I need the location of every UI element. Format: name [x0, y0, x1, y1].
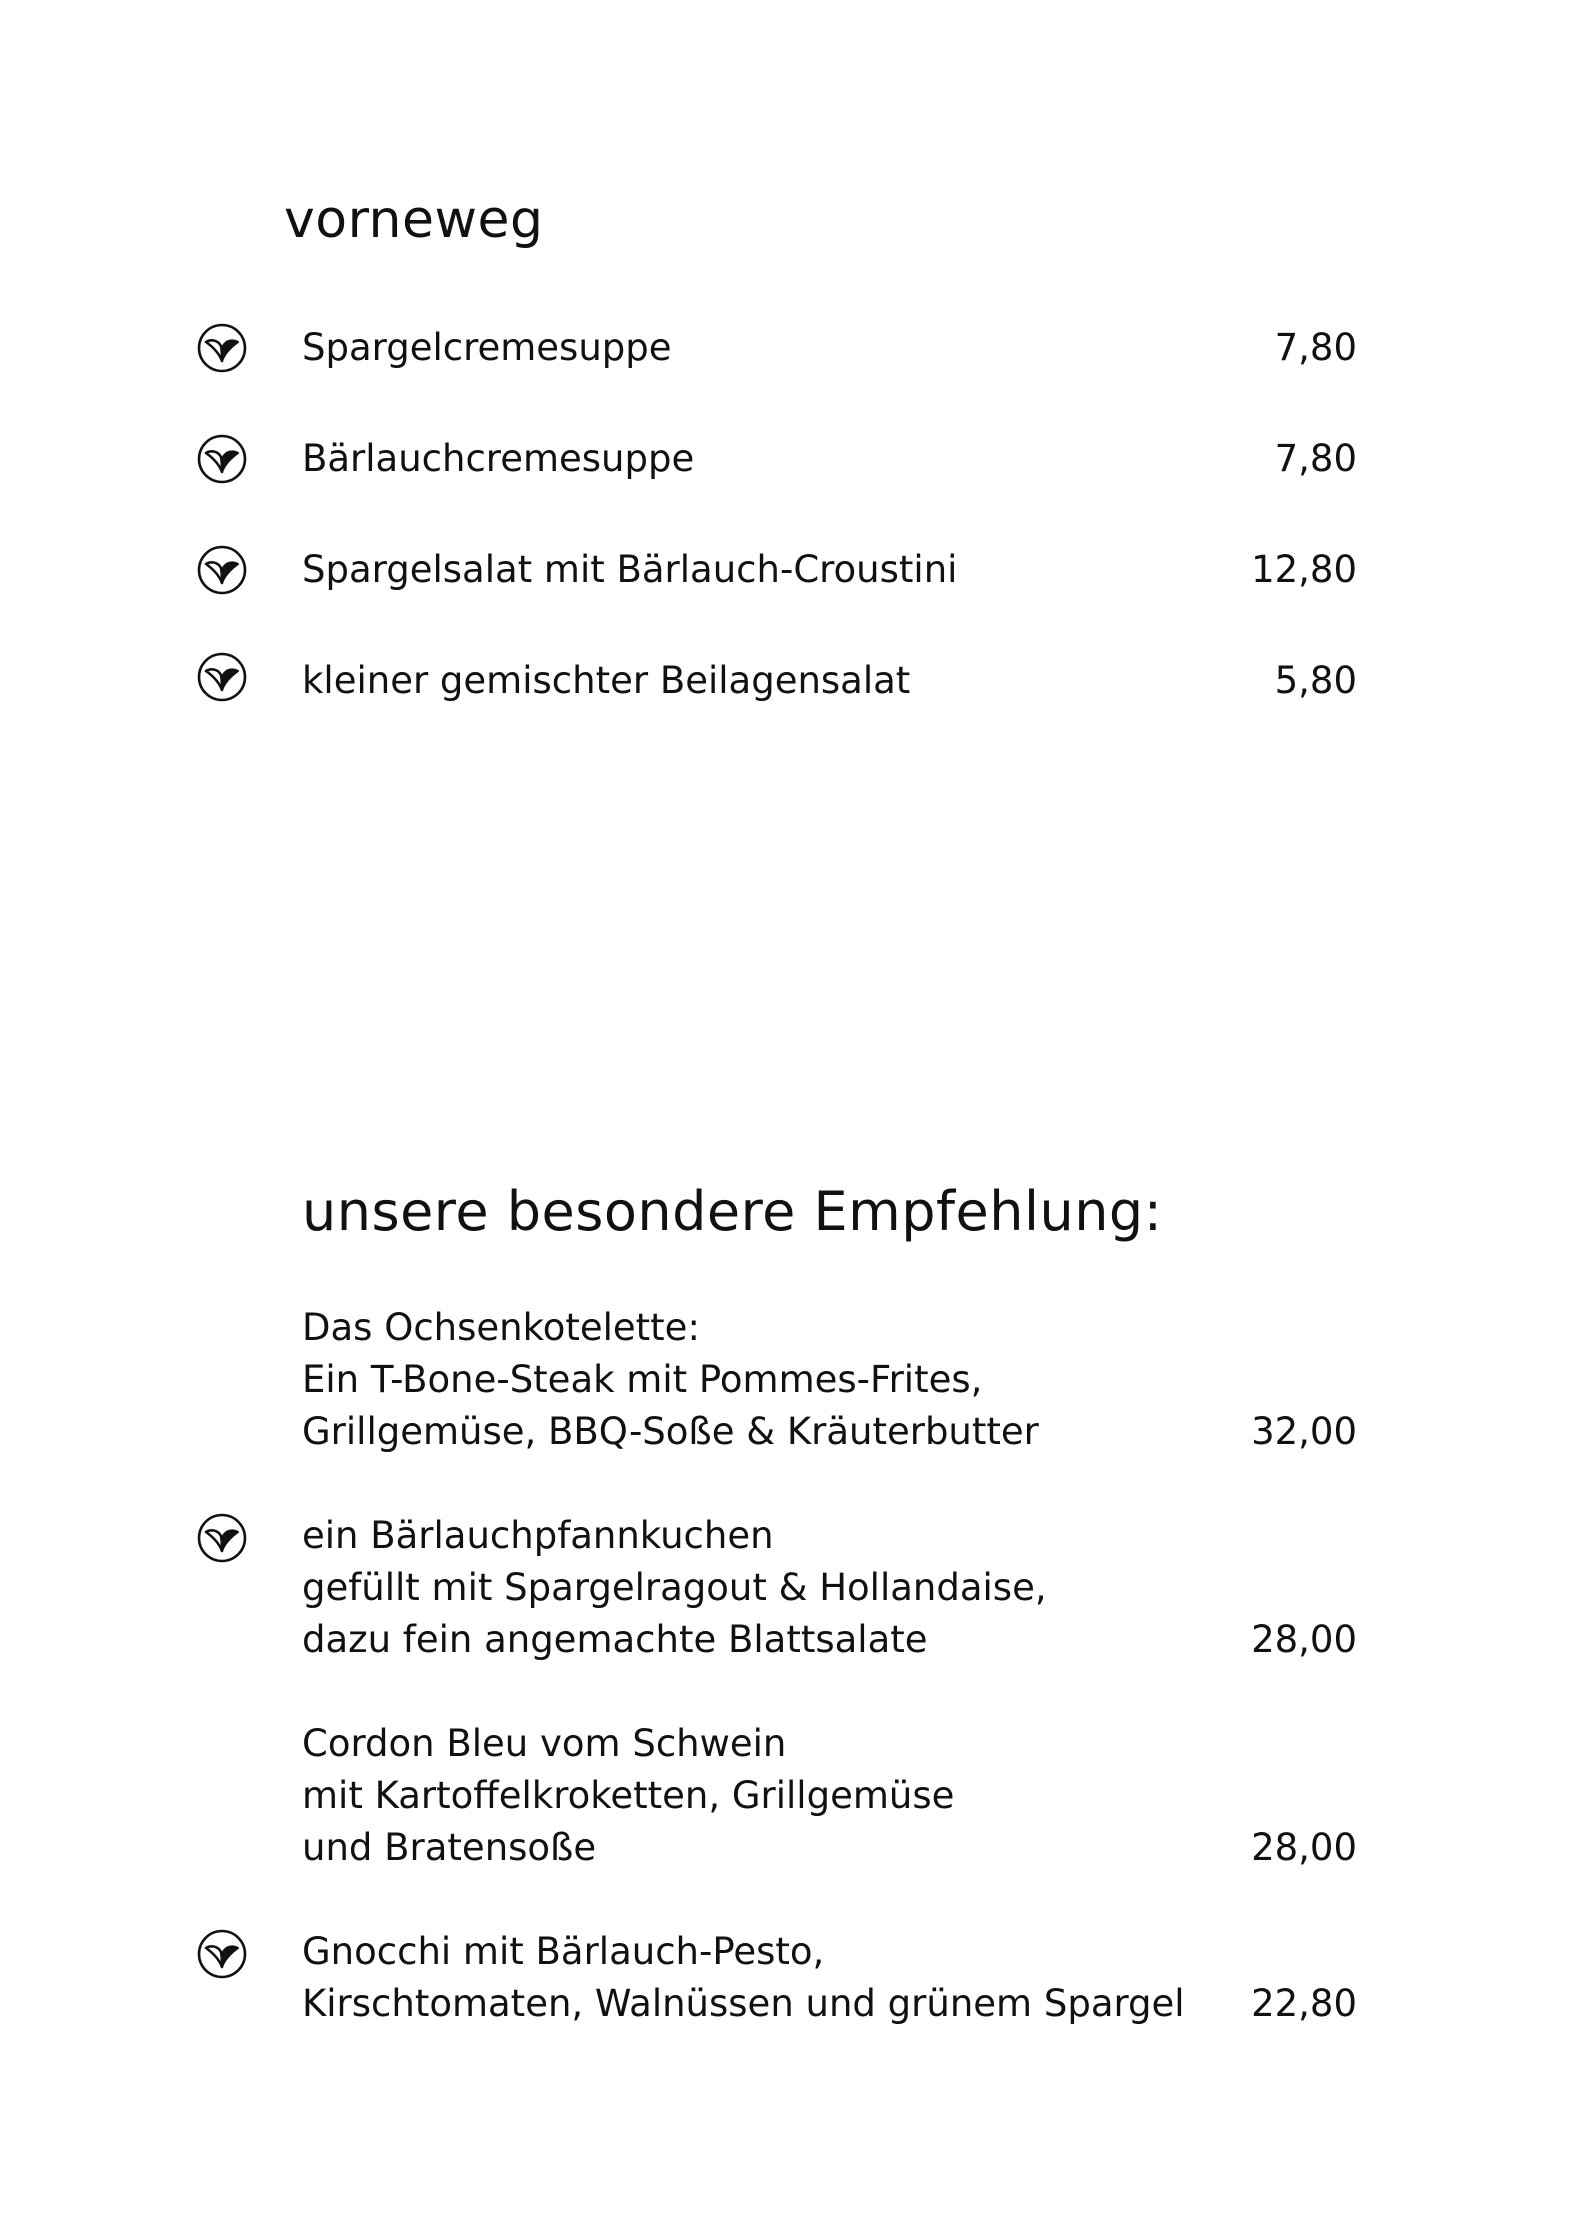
vegetarian-leaf-icon: [196, 322, 248, 374]
vegetarian-leaf-icon: [196, 544, 248, 596]
section-heading-empfehlung: unsere besondere Empfehlung:: [302, 1180, 1163, 1243]
menu-item-line: Bärlauchcremesuppe: [302, 437, 695, 480]
menu-item-line: Spargelcremesuppe: [302, 326, 672, 369]
vegetarian-leaf-icon: [196, 1928, 248, 1980]
menu-item-line: Cordon Bleu vom Schwein: [302, 1722, 787, 1765]
vegetarian-leaf-icon: [196, 1512, 248, 1564]
menu-item-description: [302, 1510, 1222, 1666]
menu-item-description: [302, 433, 1222, 485]
menu-item-line: gefüllt mit Spargelragout & Hollandaise,: [302, 1566, 1047, 1609]
menu-item-price: 28,00: [1251, 1826, 1357, 1869]
menu-item-description: [302, 1926, 1222, 2030]
menu-item-price: 22,80: [1251, 1982, 1357, 2025]
vegetarian-leaf-icon: [196, 433, 248, 485]
menu-item-description: [302, 1302, 1222, 1458]
menu-item-line: kleiner gemischter Beilagensalat: [302, 659, 911, 702]
menu-item-line: und Bratensoße: [302, 1826, 597, 1869]
menu-item-description: [302, 322, 1222, 374]
section-heading-vorneweg: vorneweg: [284, 190, 544, 250]
menu-item-price: 28,00: [1251, 1618, 1357, 1661]
menu-item-description: [302, 544, 1222, 596]
menu-item-price: 7,80: [1274, 437, 1357, 480]
menu-item-price: 32,00: [1251, 1410, 1357, 1453]
menu-item-price: 7,80: [1274, 326, 1357, 369]
menu-item-line: Gnocchi mit Bärlauch-Pesto,: [302, 1930, 825, 1973]
menu-item-line: dazu fein angemachte Blattsalate: [302, 1618, 928, 1661]
menu-item-line: ein Bärlauchpfannkuchen: [302, 1514, 774, 1557]
menu-item-line: mit Kartoffelkroketten, Grillgemüse: [302, 1774, 955, 1817]
menu-item-description: [302, 655, 1222, 707]
menu-item-line: Kirschtomaten, Walnüssen und grünem Spargel: [302, 1982, 1185, 2025]
menu-item-price: 5,80: [1274, 659, 1357, 702]
vegetarian-leaf-icon: [196, 651, 248, 703]
menu-item-line: Grillgemüse, BBQ-Soße & Kräuterbutter: [302, 1410, 1039, 1453]
menu-item-line: Das Ochsenkotelette:: [302, 1306, 700, 1349]
menu-item-price: 12,80: [1251, 548, 1357, 591]
menu-item-description: [302, 1718, 1222, 1874]
menu-item-line: Ein T-Bone-Steak mit Pommes-Frites,: [302, 1358, 983, 1401]
menu-item-line: Spargelsalat mit Bärlauch-Croustini: [302, 548, 958, 591]
